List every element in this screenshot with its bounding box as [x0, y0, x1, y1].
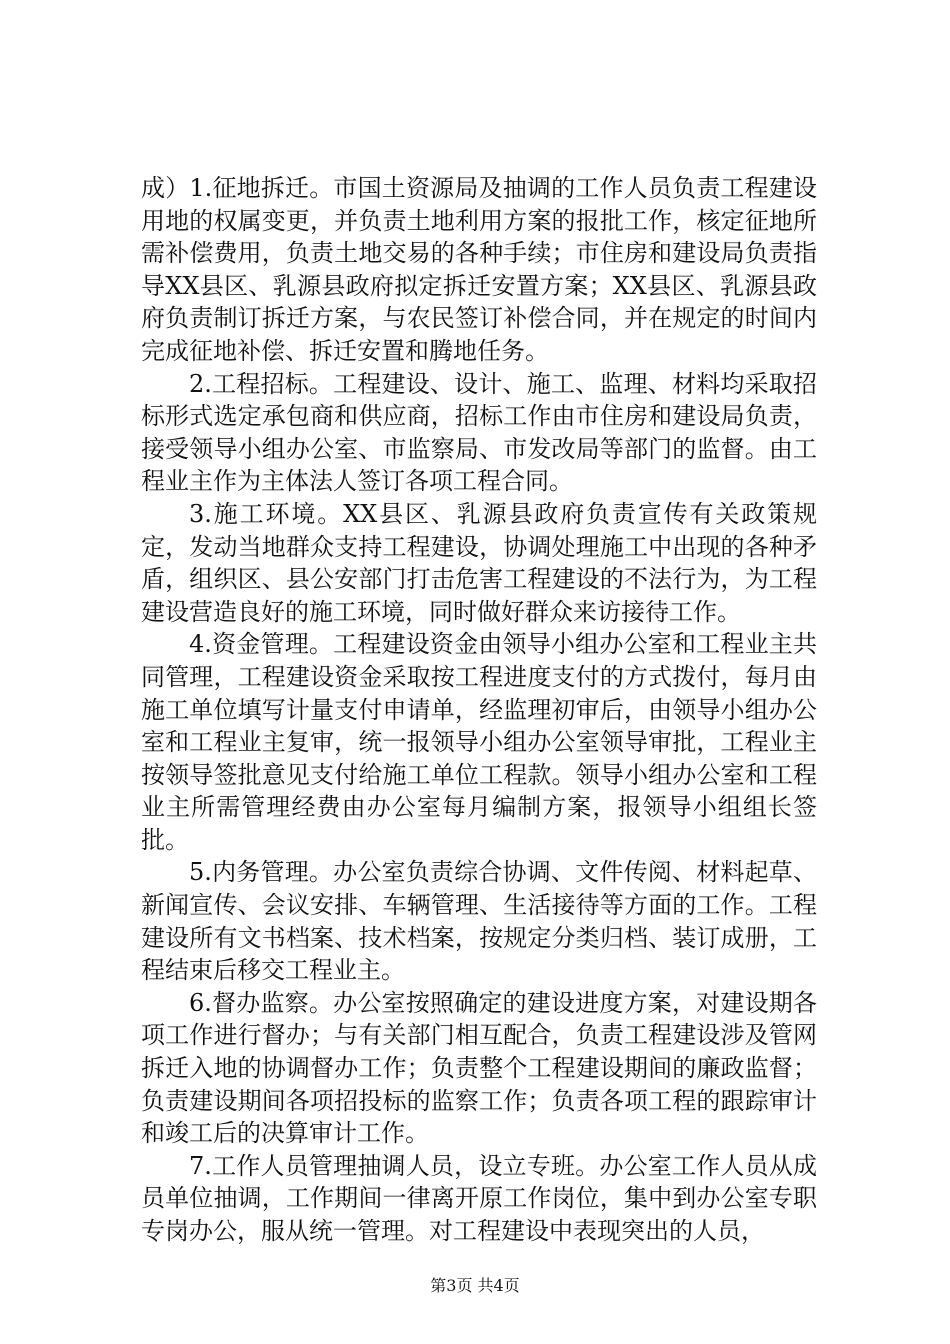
paragraph-internal-affairs: 5.内务管理。办公室负责综合协调、文件传阅、材料起草、新闻宣传、会议安排、车辆管理、生活接待等方面的工作。工程建设所有文书档案、技术档案，按规定分类归档、装订成册，工程结束后移交工程业主。: [141, 858, 817, 985]
document-body: [141, 172, 817, 1248]
paragraph-supervision: 6.督办监察。办公室按照确定的建设进度方案，对建设期各项工作进行督办；与有关部门相互配合，负责工程建设涉及管网拆迁入地的协调督办工作；负责整个工程建设期间的廉政监督；负责建设期间各项招投标的监察工作；负责各项工程的跟踪审计和竣工后的决算审计工作。: [141, 988, 817, 1148]
paragraph-fund-management: 4.资金管理。工程建设资金由领导小组办公室和工程业主共同管理，工程建设资金采取按工程进度支付的方式拨付，每月由施工单位填写计量支付申请单，经监理初审后，由领导小组办公室和工程业主复审，统一报领导小组办公室领导审批，工程业主按领导签批意见支付给施工单位工程款。领导小组办公室和工程业主所需管理经费由办公室每月编制方案，报领导小组组长签批。: [141, 630, 817, 854]
paragraph-staff-management: 7.工作人员管理抽调人员，设立专班。办公室工作人员从成员单位抽调，工作期间一律离开原工作岗位，集中到办公室专职专岗办公，服从统一管理。对工程建设中表现突出的人员，: [141, 1151, 817, 1245]
page-number-footer: 第3页 共4页: [430, 1276, 520, 1295]
paragraph-land-acquisition: 成）1.征地拆迁。市国土资源局及抽调的工作人员负责工程建设用地的权属变更，并负责土地利用方案的报批工作，核定征地所需补偿费用，负责土地交易的各种手续；市住房和建设局负责指导XX县区、乳源县政府拟定拆迁安置方案；XX县区、乳源县政府负责制订拆迁方案，与农民签订补偿合同，并在规定的时间内完成征地补偿、拆迁安置和腾地任务。: [141, 174, 817, 365]
paragraph-construction-environment: 3.施工环境。XX县区、乳源县政府负责宣传有关政策规定，发动当地群众支持工程建设，协调处理施工中出现的各种矛盾，组织区、县公安部门打击危害工程建设的不法行为，为工程建设营造良好的施工环境，同时做好群众来访接待工作。: [141, 499, 817, 626]
paragraph-bidding: 2.工程招标。工程建设、设计、施工、监理、材料均采取招标形式选定承包商和供应商，招标工作由市住房和建设局负责，接受领导小组办公室、市监察局、市发改局等部门的监督。由工程业主作为主体法人签订各项工程合同。: [141, 369, 817, 496]
